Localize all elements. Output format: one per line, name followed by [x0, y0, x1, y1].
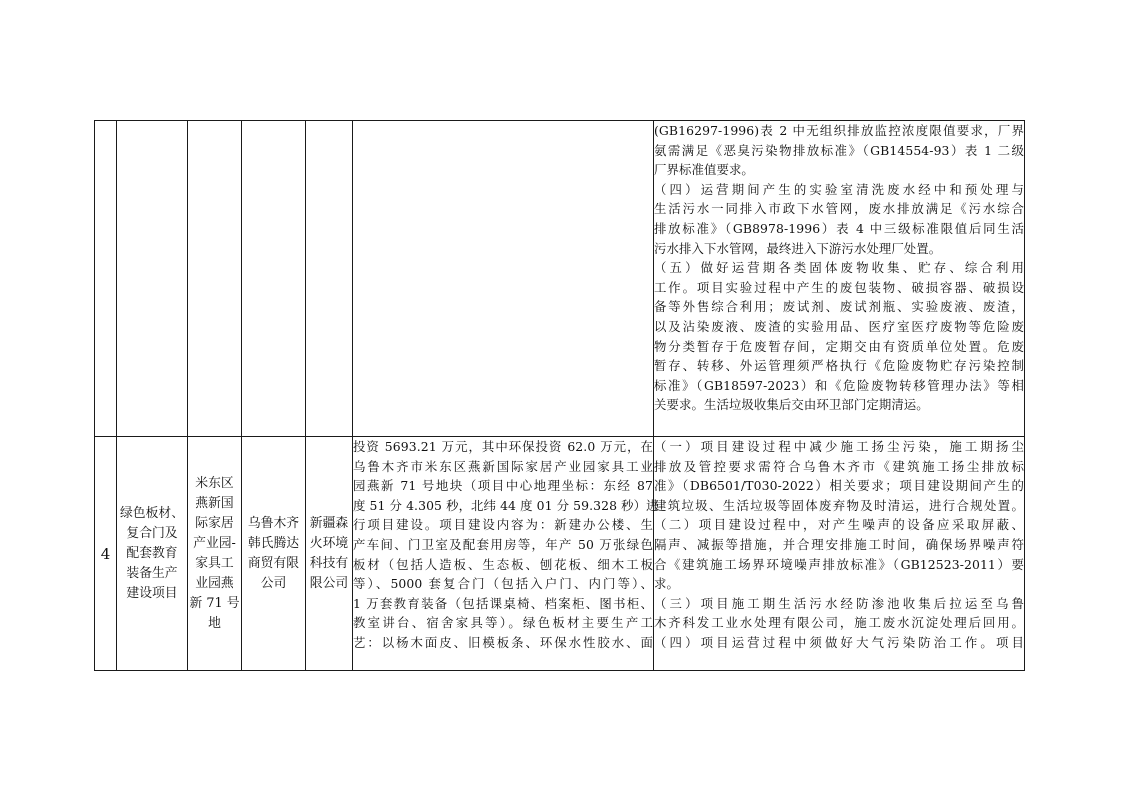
content-line: 产车间、门卫室及配套用房等，年产 50 万张绿色: [353, 536, 653, 552]
content-line: 教室讲台、宿舍家具等）。绿色板材主要生产工: [353, 615, 653, 631]
measures-cell: [654, 437, 1025, 671]
measures-line: 排放及管控要求需符合乌鲁木齐市《建筑施工扬尘排放标: [654, 458, 1024, 474]
location-line: 地: [208, 615, 221, 631]
content-cell: [353, 437, 659, 671]
measures-line: （四）项目运营过程中须做好大气污染防治工作。项目: [654, 634, 1024, 650]
eia-unit-line: 科技有: [309, 555, 349, 571]
measures-line: 暂存、转移、外运管理须严格执行《危险废物贮存污染控制: [654, 358, 1024, 374]
content-line: 园燕新 71 号地块（项目中心地理坐标：东经 87: [353, 478, 653, 494]
location-line: 燕新国: [195, 495, 234, 511]
measures-line: 工作。项目实验过程中产生的废包装物、破损容器、破损设: [654, 279, 1024, 295]
measures-line: 建筑垃圾、生活垃圾等固体废弃物及时清运，进行合规处置。: [654, 497, 1024, 513]
eia-unit-cell: [306, 437, 353, 671]
eia-unit-line: 新疆森: [309, 515, 349, 531]
content-line: 1 万套教育装备（包括课桌椅、档案柜、图书柜、: [353, 595, 653, 611]
approval-table: [94, 120, 1025, 671]
location-line: 新 71 号: [189, 595, 240, 611]
eia-unit-cell: [306, 121, 353, 437]
location-cell: [188, 121, 242, 437]
company-line: 乌鲁木齐: [247, 515, 300, 531]
company-line: 公司: [260, 575, 287, 591]
content-line: 投资 5693.21 万元，其中环保投资 62.0 万元，在: [353, 439, 653, 454]
eia-unit-line: 火环境: [309, 535, 349, 551]
measures-line: （一）项目建设过程中减少施工扬尘污染，施工期扬尘: [654, 439, 1024, 454]
content-line: 乌鲁木齐市米东区燕新国际家居产业园家具工业: [353, 458, 653, 474]
location-line: 米东区: [195, 475, 234, 491]
location-line: 业园燕: [195, 575, 234, 591]
measures-line: （五）做好运营期各类固体废物收集、贮存、综合利用: [654, 260, 1024, 276]
content-cell: [353, 121, 654, 437]
eia-unit-line: 限公司: [309, 575, 349, 591]
measures-line: 隔声、减振等措施，并合理安排施工时间，确保场界噪声符: [654, 536, 1024, 552]
measures-line: 标准》（GB18597-2023）和《危险废物转移管理办法》等相: [654, 377, 1024, 393]
measures-line: （四）运营期间产生的实验室清洗废水经中和预处理与: [654, 181, 1024, 197]
measures-line: (GB16297-1996)表 2 中无组织排放监控浓度限值要求，厂界: [654, 123, 1024, 138]
measures-line: 厂界标准值要求。: [654, 162, 754, 178]
location-line: 家具工: [195, 555, 234, 571]
measures-line: 以及沾染废液、废渣的实验用品、医疗室医疗废物等危险废: [654, 318, 1024, 334]
measures-line: 排放标准》（GB8978-1996）表 4 中三级标准限值后同生活: [654, 220, 1024, 236]
company-cell: [242, 437, 306, 671]
project-name-line: 建设项目: [126, 585, 178, 601]
measures-line: 关要求。生活垃圾收集后交由环卫部门定期清运。: [654, 397, 929, 413]
measures-line: 生活污水一同排入市政下水管网，废水排放满足《污水综合: [654, 201, 1024, 217]
measures-line: 木齐科发工业水处理有限公司，施工废水沉淀处理后回用。: [654, 615, 1024, 631]
measures-line: 准》（DB6501/T030-2022）相关要求；项目建设期间产生的: [654, 478, 1024, 494]
location-cell: [188, 437, 242, 671]
content-line: 艺：以杨木面皮、旧模板条、环保水性胶水、面: [353, 634, 653, 650]
content-line: 行项目建设。项目建设内容为：新建办公楼、生: [353, 517, 653, 533]
project-name-line: 绿色板材、: [120, 505, 184, 521]
company-line: 商贸有限: [247, 555, 300, 571]
measures-line: （三）项目施工期生活污水经防渗池收集后拉运至乌鲁: [654, 595, 1024, 611]
content-line: 板材（包括人造板、生态板、刨花板、细木工板: [353, 556, 653, 572]
number-cell: 4: [95, 437, 117, 671]
table-row: [95, 437, 1025, 671]
table-row: [95, 121, 1025, 437]
project-name-cell: [117, 437, 188, 671]
measures-line: 污水排入下水管网，最终进入下游污水处理厂处置。: [654, 240, 942, 256]
location-line: 际家居: [195, 515, 234, 531]
content-line: 等）、5000 套复合门（包括入户门、内门等）、: [353, 576, 653, 592]
measures-line: 氨需满足《恶臭污染物排放标准》（GB14554-93）表 1 二级: [654, 142, 1024, 158]
measures-line: （二）项目建设过程中，对产生噪声的设备应采取屏蔽、: [654, 517, 1024, 533]
measures-line: 求。: [654, 576, 679, 592]
content-line: 度 51 分 4.305 秒，北纬 44 度 01 分 59.328 秒）进: [353, 497, 659, 513]
measures-line: 合《建筑施工场界环境噪声排放标准》（GB12523-2011）要: [654, 556, 1024, 572]
measures-line: 备等外售综合利用；废试剂、废试剂瓶、实验废液、废渣，: [654, 299, 1024, 315]
company-cell: [242, 121, 306, 437]
project-name-line: 配套教育: [126, 545, 178, 561]
project-name-line: 装备生产: [126, 565, 178, 581]
company-line: 韩氏腾达: [247, 535, 300, 551]
measures-cell: [654, 121, 1025, 437]
number-cell: [95, 121, 117, 437]
project-name-line: 复合门及: [126, 525, 178, 541]
location-line: 产业园-: [193, 535, 236, 551]
project-name-cell: [117, 121, 188, 437]
measures-line: 物分类暂存于危废暂存间，定期交由有资质单位处置。危废: [654, 338, 1024, 354]
